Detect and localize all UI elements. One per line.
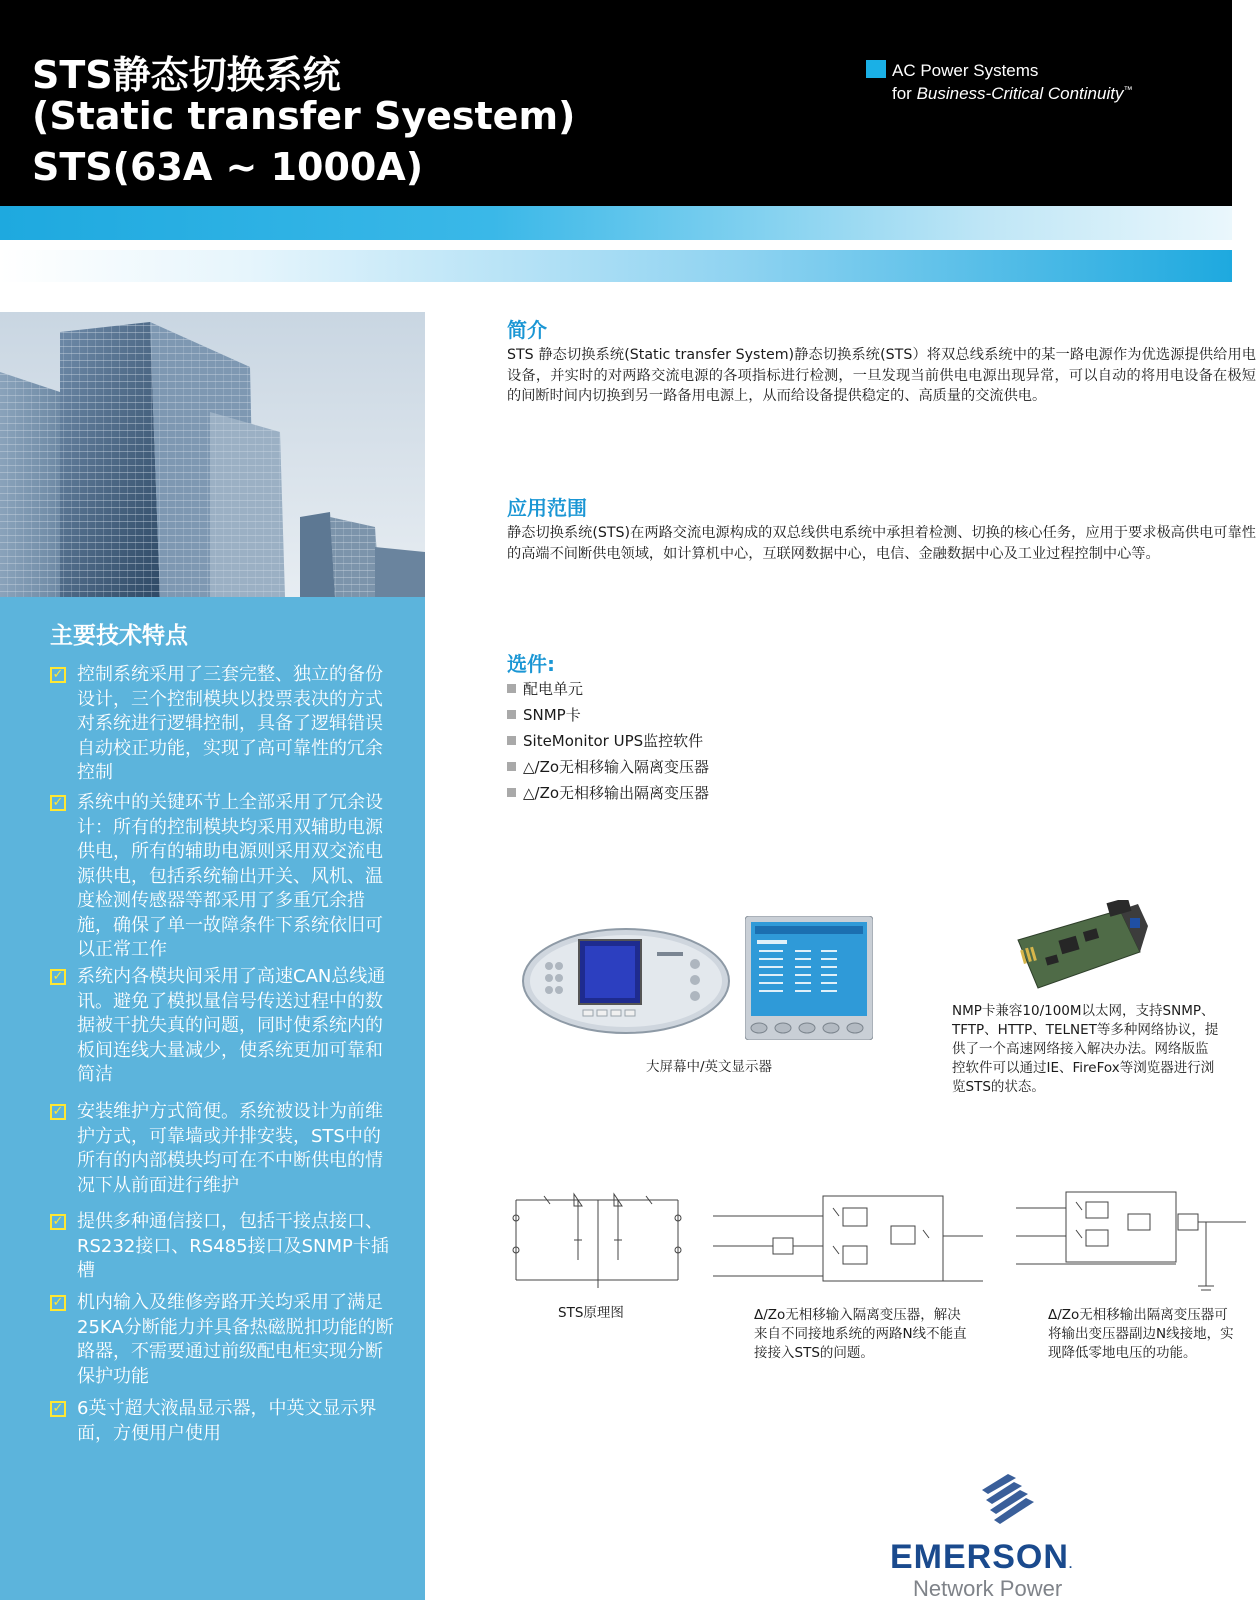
check-box-icon: ✓ — [50, 969, 66, 985]
feature-text: 6英寸超大液晶显示器，中英文显示界面，方便用户使用 — [77, 1398, 377, 1444]
logo-tm: . — [1068, 1557, 1074, 1571]
sts-schematic-diagram — [508, 1180, 688, 1300]
feature-text: 机内输入及维修旁路开关均采用了满足25KA分断能力并具备热磁脱扣功能的断路器，不需要通过前级配电柜实现分断保护功能 — [77, 1292, 394, 1387]
option-label: SiteMonitor UPS监控软件 — [523, 732, 704, 750]
feature-text: 系统内各模块间采用了高速CAN总线通讯。避免了模拟量信号传送过程中的数据被干扰失真的问题，同时使系统内的板间连线大量减少，使系统更加可靠和简洁 — [77, 966, 386, 1085]
feature-text: 提供多种通信接口，包括干接点接口、RS232接口、RS485接口及SNMP卡插槽 — [77, 1211, 389, 1281]
accent-band-bottom — [0, 250, 1232, 282]
option-label: △/Zo无相移输入隔离变压器 — [523, 758, 710, 776]
input-transformer-diagram — [713, 1186, 988, 1296]
brand-tagline: Business-Critical Continuity — [916, 84, 1124, 103]
feature-text: 控制系统采用了三套完整、独立的备份设计，三个控制模块以投票表决的方式对系统进行逻辑控制，具备了逻辑错误自动校正功能，实现了高可靠性的冗余控制 — [77, 664, 383, 783]
brand-line-1: AC Power Systems — [892, 61, 1039, 80]
check-box-icon: ✓ — [50, 667, 66, 683]
square-bullet-icon — [507, 736, 516, 745]
accent-band-top — [0, 206, 1232, 240]
input-tx-caption: Δ/Zo无相移输入隔离变压器，解决来自不同接地系统的两路N线不能直接接入STS的问题。 — [754, 1307, 967, 1361]
brand-prefix: for — [892, 84, 917, 103]
option-item — [507, 704, 581, 725]
title-line-3: STS(63A ~ 1000A) — [32, 145, 424, 189]
brand-line-2 — [892, 84, 1132, 104]
output-tx-caption: Δ/Zo无相移输出隔离变压器可将输出变压器副边N线接地，实现降低零地电压的功能。 — [1048, 1307, 1234, 1361]
logo-word: EMERSON — [890, 1538, 1069, 1576]
sts-diagram-caption: STS原理图 — [558, 1305, 624, 1321]
square-bullet-icon — [507, 788, 516, 797]
square-bullet-icon — [507, 710, 516, 719]
emerson-logo-icon — [980, 1474, 1038, 1530]
check-box-icon: ✓ — [50, 1214, 66, 1230]
title-line-1: STS静态切换系统 — [32, 53, 341, 97]
option-label: △/Zo无相移输出隔离变压器 — [523, 784, 710, 802]
option-item — [507, 730, 703, 751]
features-title: 主要技术特点 — [50, 623, 188, 649]
display-caption: 大屏幕中/英文显示器 — [646, 1059, 773, 1075]
snmp-card-image — [1010, 900, 1150, 995]
building-illustration — [0, 312, 425, 597]
check-box-icon: ✓ — [50, 795, 66, 811]
oval-control-panel-image — [521, 926, 731, 1036]
feature-text: 系统中的关键环节上全部采用了冗余设计：所有的控制模块均采用双辅助电源供电，所有的辅助电源则采用双交流电源供电，包括系统输出开关、风机、温度检测传感器等都采用了多重冗余措施，确保了单一故障条件下系统依旧可以正常工作 — [77, 792, 383, 960]
title-line-2: (Static transfer Syestem) — [32, 94, 576, 138]
feature-text: 安装维护方式简便。系统被设计为前维护方式，可靠墙或并排安装，STS中的所有的内部模块均可在不中断供电的情况下从前面进行维护 — [77, 1101, 383, 1196]
option-item — [507, 678, 583, 699]
application-title: 应用范围 — [507, 496, 587, 520]
intro-title: 简介 — [507, 318, 547, 342]
check-box-icon: ✓ — [50, 1104, 66, 1120]
header-banner — [0, 0, 1232, 206]
building-photo — [0, 312, 425, 597]
option-item — [507, 782, 709, 803]
brand-square-icon — [866, 60, 886, 78]
snmp-caption: NMP卡兼容10/100M以太网，支持SNMP、TFTP、HTTP、TELNET等多种网络协议，提供了一个高速网络接入解决办法。网络版监控软件可以通过IE、FireFox等浏览器进行浏览STS的状态。 — [952, 1003, 1219, 1095]
check-box-icon: ✓ — [50, 1295, 66, 1311]
brand-tm: ™ — [1123, 84, 1133, 95]
option-item — [507, 756, 709, 777]
check-box-icon: ✓ — [50, 1401, 66, 1417]
option-label: 配电单元 — [523, 680, 584, 698]
lcd-display-image — [745, 916, 873, 1040]
square-bullet-icon — [507, 684, 516, 693]
application-text: 静态切换系统(STS)在两路交流电源构成的双总线供电系统中承担着检测、切换的核心任务，应用于要求极高供电可靠性的高端不间断供电领域，如计算机中心，互联网数据中心，电信、金融数据中心及工业过程控制中心等。 — [507, 525, 1256, 562]
logo-wordmark — [890, 1538, 1073, 1577]
logo-subtitle: Network Power — [913, 1576, 1063, 1601]
output-transformer-diagram — [1016, 1186, 1251, 1296]
option-label: SNMP卡 — [523, 706, 581, 724]
intro-text: STS 静态切换系统(Static transfer System)静态切换系统(STS）将双总线系统中的某一路电源作为优选源提供给用电设备，并实时的对两路交流电源的各项指标进行检测，一旦发现当前供电电源出现异常，可以自动的将用电设备在极短的间断时间内切换到另一路备用电源上，从而给设备提供稳定的、高质量的交流供电。 — [507, 347, 1256, 404]
square-bullet-icon — [507, 762, 516, 771]
features-sidebar — [0, 597, 425, 1600]
options-title: 选件: — [507, 652, 555, 676]
